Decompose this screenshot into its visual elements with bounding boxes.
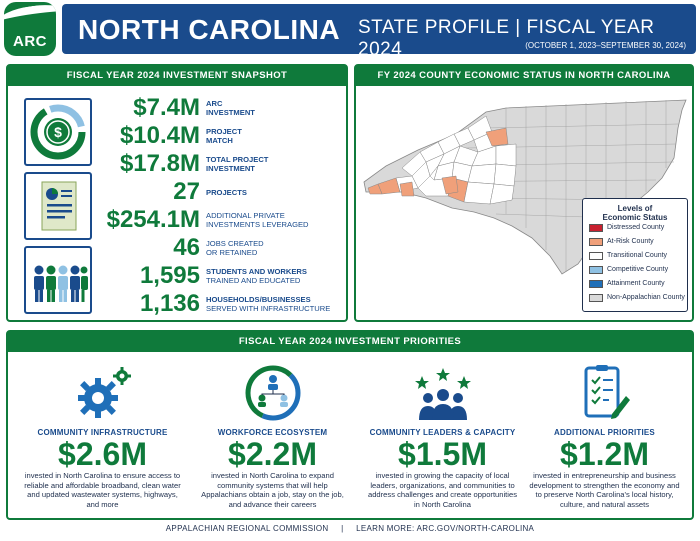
stat-label-line1: STUDENTS AND WORKERS xyxy=(206,267,307,276)
priority-value: $1.5M xyxy=(398,436,487,472)
stat-label-line1: ARC xyxy=(206,99,223,108)
stat-label-line2: INVESTMENTS LEVERAGED xyxy=(206,220,309,229)
priority-title: ADDITIONAL PRIORITIES xyxy=(554,428,655,437)
legend-label: Non-Appalachian County xyxy=(607,294,685,301)
priority-value: $2.2M xyxy=(228,436,317,472)
money-icon xyxy=(24,98,92,166)
stat-label-line2: INVESTMENT xyxy=(206,108,255,117)
priority-workforce-ecosystem xyxy=(190,362,355,509)
stat-label xyxy=(206,127,356,145)
stat-value: $7.4M xyxy=(133,94,200,121)
legend-swatch xyxy=(589,238,603,246)
state-name: NORTH CAROLINA xyxy=(78,14,341,45)
stat-label-line1: ADDITIONAL PRIVATE xyxy=(206,211,285,220)
logo-swoosh-icon xyxy=(4,2,56,33)
stat-label xyxy=(206,155,356,173)
stat-value: 46 xyxy=(173,234,200,261)
stat-value: $17.8M xyxy=(119,150,200,177)
stat-label xyxy=(206,188,356,197)
people-icon xyxy=(24,246,92,314)
stat-value: $254.1M xyxy=(106,206,200,233)
stat-projects xyxy=(94,180,200,204)
stat-label-line2: OR RETAINED xyxy=(206,248,258,257)
priority-value: $2.6M xyxy=(58,436,147,472)
priority-description: invested in growing the capacity of local leaders, organizations, and communities to address challenges and create opportunities in North Carolina xyxy=(367,471,518,509)
priority-community-infrastructure xyxy=(20,362,185,509)
legend-swatch xyxy=(589,224,603,232)
gears-icon xyxy=(20,362,185,424)
stat-label-line1: HOUSEHOLDS/BUSINESSES xyxy=(206,295,311,304)
stat-label xyxy=(206,99,356,117)
stat-label-line1: PROJECT xyxy=(206,127,242,136)
investment-snapshot-panel xyxy=(6,64,348,322)
legend-label: Distressed County xyxy=(607,224,665,231)
workforce-network-icon xyxy=(190,362,355,424)
stat-label-line2: TRAINED AND EDUCATED xyxy=(206,276,301,285)
stat-label xyxy=(206,211,356,229)
stat-label-line1: JOBS CREATED xyxy=(206,239,264,248)
legend-swatch xyxy=(589,280,603,288)
fiscal-dates: (OCTOBER 1, 2023–SEPTEMBER 30, 2024) xyxy=(525,41,686,50)
checklist-icon xyxy=(522,362,687,424)
stat-students-workers xyxy=(94,264,200,288)
legend-label: At-Risk County xyxy=(607,238,654,245)
stat-label-line2: SERVED WITH INFRASTRUCTURE xyxy=(206,304,331,313)
stat-private-investments xyxy=(94,208,200,232)
stat-value: 1,595 xyxy=(139,262,200,289)
economic-status-legend xyxy=(582,198,688,312)
priority-value: $1.2M xyxy=(560,436,649,472)
stat-households-businesses xyxy=(94,292,200,316)
stat-label-line1: TOTAL PROJECT xyxy=(206,155,269,164)
legend-title-line2: Economic Status xyxy=(602,213,668,222)
priority-description: invested in entrepreneurship and business development to strengthen the economy and to preserve North Carolina's local history, culture, and natural assets xyxy=(529,471,680,509)
stat-label xyxy=(206,239,356,257)
logo-text: ARC xyxy=(13,33,47,50)
snapshot-title: FISCAL YEAR 2024 INVESTMENT SNAPSHOT xyxy=(8,66,346,86)
investment-priorities-panel xyxy=(6,330,694,520)
stat-value: 27 xyxy=(173,178,200,205)
footer xyxy=(0,524,700,533)
legend-label: Transitional County xyxy=(607,252,668,259)
stat-label-line2: INVESTMENT xyxy=(206,164,255,173)
stat-jobs xyxy=(94,236,200,260)
legend-title xyxy=(583,204,687,222)
stat-project-match xyxy=(94,124,200,148)
county-status-map-panel xyxy=(354,64,694,322)
priority-community-leaders xyxy=(360,362,525,509)
title-banner xyxy=(62,4,696,60)
profile-subtitle: STATE PROFILE | FISCAL YEAR 2024 xyxy=(358,17,655,60)
stat-value: 1,136 xyxy=(139,290,200,317)
stat-label xyxy=(206,267,356,285)
arc-logo xyxy=(4,2,56,56)
header xyxy=(0,0,700,58)
priority-title: WORKFORCE ECOSYSTEM xyxy=(217,428,328,437)
footer-org: APPALACHIAN REGIONAL COMMISSION xyxy=(165,524,329,533)
priority-title: COMMUNITY LEADERS & CAPACITY xyxy=(369,428,516,437)
legend-label: Attainment County xyxy=(607,280,665,287)
footer-learn-more-link[interactable]: LEARN MORE: ARC.GOV/NORTH-CAROLINA xyxy=(356,524,535,533)
priority-title: COMMUNITY INFRASTRUCTURE xyxy=(37,428,168,437)
leaders-stars-icon xyxy=(360,362,525,424)
legend-title-line1: Levels of xyxy=(617,204,653,213)
stat-total-investment xyxy=(94,152,200,176)
priorities-title: FISCAL YEAR 2024 INVESTMENT PRIORITIES xyxy=(8,332,692,352)
legend-swatch xyxy=(589,252,603,260)
stat-arc-investment xyxy=(94,96,200,120)
priority-description: invested in North Carolina to expand community systems that will help Appalachians obtain a job, stay on the job, and advance their careers xyxy=(201,471,344,509)
footer-separator: | xyxy=(341,524,344,533)
stat-label-line1: PROJECTS xyxy=(206,188,247,197)
stat-value: $10.4M xyxy=(119,122,200,149)
svg-text:$: $ xyxy=(54,124,62,140)
stat-label xyxy=(206,295,356,313)
stat-label-line2: MATCH xyxy=(206,136,233,145)
document-icon xyxy=(24,172,92,240)
legend-swatch xyxy=(589,294,603,302)
priority-description: invested in North Carolina to ensure access to reliable and affordable broadband, clean water and updated wastewater systems, highways, and more xyxy=(24,471,181,509)
legend-label: Competitive County xyxy=(607,266,669,273)
map-title: FY 2024 COUNTY ECONOMIC STATUS IN NORTH CAROLINA xyxy=(356,66,692,86)
legend-swatch xyxy=(589,266,603,274)
priority-additional xyxy=(522,362,687,509)
